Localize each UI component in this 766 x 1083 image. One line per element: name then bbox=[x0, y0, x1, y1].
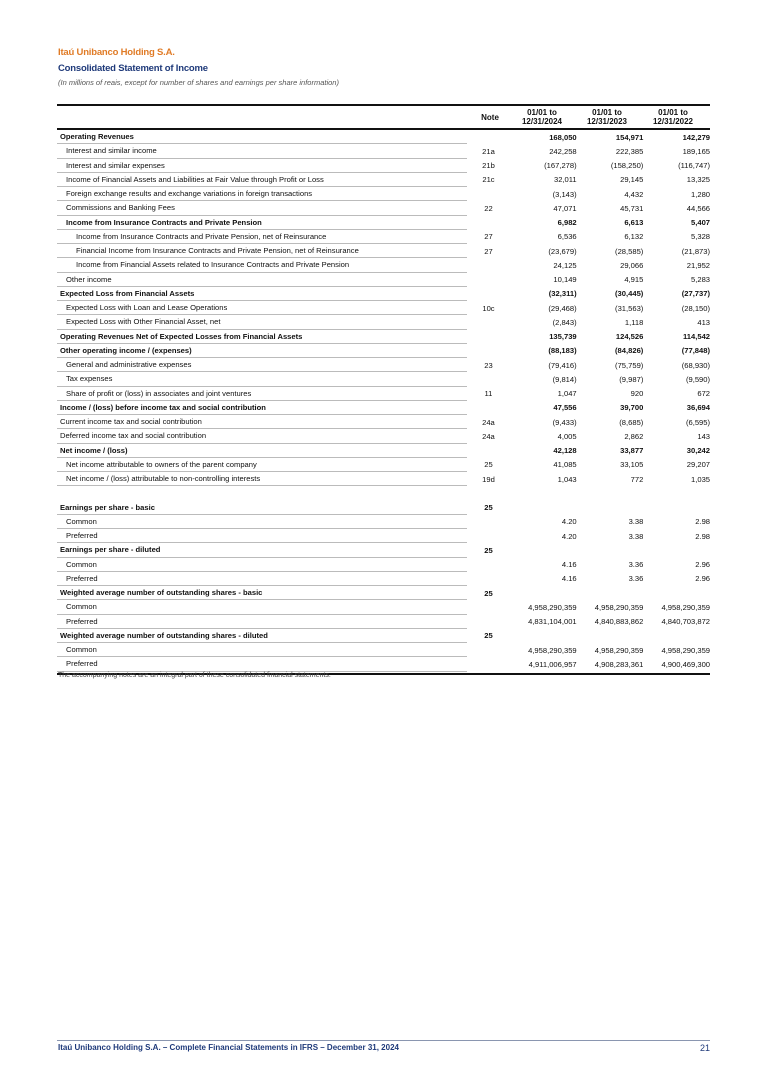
row-label: Financial Income from Insurance Contracts and Private Pension, net of Reinsurance bbox=[57, 244, 467, 258]
table-row bbox=[57, 344, 710, 358]
row-label: Interest and similar expenses bbox=[57, 159, 467, 173]
row-value-2023: (28,585) bbox=[615, 246, 644, 256]
period-header-2024: 01/01 to 12/31/2024 bbox=[521, 107, 563, 126]
row-label: Other income bbox=[57, 273, 467, 287]
table-row bbox=[57, 643, 710, 657]
row-value-2023: 33,877 bbox=[620, 446, 644, 456]
row-value-2022: (21,873) bbox=[681, 246, 711, 256]
row-value-2022: 29,207 bbox=[686, 460, 711, 470]
row-value-2023: 4,915 bbox=[624, 275, 644, 285]
table-row bbox=[57, 216, 710, 230]
row-label: Income / (loss) before income tax and social contribution bbox=[57, 401, 467, 415]
row-label: Operating Revenues bbox=[57, 130, 467, 144]
row-value-2024: (2,843) bbox=[552, 317, 577, 327]
row-value-2023: 3.36 bbox=[628, 560, 644, 570]
row-value-2022: 4,958,290,359 bbox=[661, 645, 711, 655]
row-value-2023: (9,987) bbox=[619, 374, 644, 384]
table-row bbox=[57, 472, 710, 486]
footer-rule bbox=[57, 1040, 710, 1041]
table-row bbox=[57, 629, 710, 643]
row-label bbox=[57, 486, 467, 500]
row-label: Weighted average number of outstanding shares - diluted bbox=[57, 629, 467, 643]
table-row bbox=[57, 529, 710, 543]
row-value-2023: 3.38 bbox=[628, 531, 644, 541]
row-note: 21a bbox=[482, 146, 495, 156]
row-value-2023: (30,445) bbox=[615, 289, 644, 299]
row-label: Operating Revenues Net of Expected Losses from Financial Assets bbox=[57, 330, 467, 344]
row-value-2024: 4,831,104,001 bbox=[528, 617, 577, 627]
row-value-2024: 10,149 bbox=[553, 275, 577, 285]
row-label: Foreign exchange results and exchange variations in foreign transactions bbox=[57, 187, 467, 201]
row-value-2022: 36,694 bbox=[686, 403, 711, 413]
row-value-2023: 1,118 bbox=[624, 317, 644, 327]
row-value-2022: 4,900,469,300 bbox=[661, 659, 711, 669]
row-value-2022: 143 bbox=[697, 431, 711, 441]
row-note: 23 bbox=[484, 360, 493, 370]
row-label: Deferred income tax and social contribution bbox=[57, 429, 467, 443]
row-label: Income from Insurance Contracts and Private Pension, net of Reinsurance bbox=[57, 230, 467, 244]
row-note: 22 bbox=[484, 203, 493, 213]
row-value-2023: 29,066 bbox=[620, 260, 644, 270]
row-value-2024: 1,043 bbox=[557, 474, 577, 484]
row-value-2023: 6,132 bbox=[624, 232, 644, 242]
row-label: Net income / (loss) attributable to non-controlling interests bbox=[57, 472, 467, 486]
row-value-2024: 168,050 bbox=[549, 132, 577, 142]
row-note: 10c bbox=[482, 303, 495, 313]
table-header bbox=[57, 106, 710, 128]
row-label: Share of profit or (loss) in associates and joint ventures bbox=[57, 387, 467, 401]
row-value-2022: (28,150) bbox=[681, 303, 711, 313]
row-value-2023: 6,613 bbox=[624, 218, 644, 228]
row-value-2022: 2.98 bbox=[695, 517, 711, 527]
table-row bbox=[57, 330, 710, 344]
row-label: Common bbox=[57, 515, 467, 529]
row-value-2023: 4,958,290,359 bbox=[594, 645, 644, 655]
row-value-2024: (9,814) bbox=[552, 374, 577, 384]
row-value-2022: 21,952 bbox=[686, 260, 711, 270]
table-row bbox=[57, 315, 710, 329]
row-value-2023: 4,908,283,361 bbox=[594, 659, 644, 669]
row-value-2022: 13,325 bbox=[686, 175, 711, 185]
row-note: 24a bbox=[482, 431, 495, 441]
row-label: Interest and similar income bbox=[57, 144, 467, 158]
row-value-2024: 135,739 bbox=[549, 332, 577, 342]
row-value-2024: (167,278) bbox=[544, 161, 577, 171]
income-statement-table bbox=[57, 104, 710, 675]
row-value-2022: 5,283 bbox=[691, 275, 711, 285]
table-row bbox=[57, 144, 710, 158]
table-row bbox=[57, 657, 710, 671]
row-value-2023: 4,840,883,862 bbox=[594, 617, 644, 627]
row-value-2022: 142,279 bbox=[682, 132, 711, 142]
row-value-2022: 4,840,703,872 bbox=[661, 617, 711, 627]
row-value-2024: 4.20 bbox=[561, 517, 577, 527]
table-row bbox=[57, 543, 710, 557]
row-value-2024: 42,128 bbox=[553, 446, 577, 456]
row-value-2022: 2.98 bbox=[695, 531, 711, 541]
row-value-2022: 1,280 bbox=[691, 189, 711, 199]
row-note: 25 bbox=[484, 545, 493, 555]
row-value-2023: 124,526 bbox=[615, 332, 644, 342]
row-value-2022: (77,848) bbox=[681, 346, 711, 356]
period-header-2022: 01/01 to 12/31/2022 bbox=[652, 107, 694, 126]
footer-text: Itaú Unibanco Holding S.A. – Complete Financial Statements in IFRS – December 31, 2024 bbox=[58, 1043, 399, 1052]
period-header-2023: 01/01 to 12/31/2023 bbox=[586, 107, 628, 126]
table-row bbox=[57, 586, 710, 600]
row-value-2024: 6,982 bbox=[557, 218, 577, 228]
row-value-2024: 242,258 bbox=[549, 146, 577, 156]
table-body bbox=[57, 130, 710, 672]
table-row bbox=[57, 444, 710, 458]
row-value-2024: 32,011 bbox=[553, 175, 577, 185]
row-value-2022: 4,958,290,359 bbox=[661, 602, 711, 612]
row-label: Income from Financial Assets related to Insurance Contracts and Private Pension bbox=[57, 258, 467, 272]
row-label: Commissions and Banking Fees bbox=[57, 201, 467, 215]
table-row bbox=[57, 372, 710, 386]
row-value-2022: 1,035 bbox=[691, 474, 711, 484]
row-value-2023: (84,826) bbox=[615, 346, 644, 356]
row-value-2022: 5,407 bbox=[691, 218, 711, 228]
table-row bbox=[57, 187, 710, 201]
row-label: Preferred bbox=[57, 657, 467, 671]
row-note: 25 bbox=[484, 460, 493, 470]
table-row bbox=[57, 458, 710, 472]
row-label: Preferred bbox=[57, 615, 467, 629]
table-row bbox=[57, 387, 710, 401]
row-label: Tax expenses bbox=[57, 372, 467, 386]
row-value-2023: (31,563) bbox=[615, 303, 644, 313]
statement-title: Consolidated Statement of Income bbox=[58, 63, 208, 74]
row-value-2022: 189,165 bbox=[682, 146, 711, 156]
row-value-2023: 4,432 bbox=[624, 189, 644, 199]
row-value-2024: 4.20 bbox=[561, 531, 577, 541]
row-value-2024: 47,556 bbox=[553, 403, 577, 413]
row-label: Expected Loss with Other Financial Asset, net bbox=[57, 315, 467, 329]
table-row bbox=[57, 415, 710, 429]
page-number: 21 bbox=[699, 1043, 710, 1053]
row-label: Income from Insurance Contracts and Private Pension bbox=[57, 216, 467, 230]
row-note: 25 bbox=[484, 631, 493, 641]
row-value-2022: (68,930) bbox=[681, 360, 711, 370]
statement-subtitle: (In millions of reais, except for number of shares and earnings per share information) bbox=[58, 78, 339, 87]
row-label: Expected Loss from Financial Assets bbox=[57, 287, 467, 301]
row-value-2023: 3.38 bbox=[628, 517, 644, 527]
row-value-2023: 772 bbox=[630, 474, 644, 484]
spacer-row bbox=[57, 486, 710, 500]
table-row bbox=[57, 572, 710, 586]
table-row bbox=[57, 130, 710, 144]
row-note: 19d bbox=[482, 474, 495, 484]
row-label: Current income tax and social contribution bbox=[57, 415, 467, 429]
row-value-2023: (75,759) bbox=[615, 360, 644, 370]
row-value-2024: 4,958,290,359 bbox=[528, 645, 577, 655]
row-label: Preferred bbox=[57, 572, 467, 586]
table-row bbox=[57, 600, 710, 614]
row-value-2024: 4.16 bbox=[561, 574, 577, 584]
table-row bbox=[57, 273, 710, 287]
row-value-2024: (88,183) bbox=[548, 346, 577, 356]
row-value-2022: (9,590) bbox=[685, 374, 711, 384]
row-value-2023: (158,250) bbox=[610, 161, 644, 171]
row-value-2024: 4.16 bbox=[561, 560, 577, 570]
row-label: Net income / (loss) bbox=[57, 444, 467, 458]
table-row bbox=[57, 358, 710, 372]
table-row bbox=[57, 401, 710, 415]
row-note: 25 bbox=[484, 503, 493, 513]
row-label: Common bbox=[57, 643, 467, 657]
row-value-2024: 24,125 bbox=[553, 260, 577, 270]
row-value-2024: 6,536 bbox=[557, 232, 577, 242]
company-name: Itaú Unibanco Holding S.A. bbox=[58, 47, 175, 58]
row-value-2024: (3,143) bbox=[552, 189, 577, 199]
row-note: 24a bbox=[482, 417, 495, 427]
row-note: 21c bbox=[482, 175, 495, 185]
row-note: 25 bbox=[484, 588, 493, 598]
table-row bbox=[57, 287, 710, 301]
row-label: Preferred bbox=[57, 529, 467, 543]
table-row bbox=[57, 230, 710, 244]
row-label: General and administrative expenses bbox=[57, 358, 467, 372]
row-value-2024: 41,085 bbox=[553, 460, 577, 470]
row-value-2023: 920 bbox=[630, 389, 644, 399]
row-value-2022: 2.96 bbox=[695, 560, 711, 570]
row-value-2024: (29,468) bbox=[548, 303, 577, 313]
row-label: Earnings per share - basic bbox=[57, 501, 467, 515]
row-value-2023: 33,105 bbox=[620, 460, 644, 470]
row-value-2023: 2,862 bbox=[624, 431, 644, 441]
table-row bbox=[57, 615, 710, 629]
row-value-2022: 672 bbox=[697, 389, 711, 399]
row-value-2023: (8,685) bbox=[619, 417, 644, 427]
table-row bbox=[57, 159, 710, 173]
row-value-2023: 45,731 bbox=[620, 203, 644, 213]
table-row bbox=[57, 558, 710, 572]
row-value-2022: 413 bbox=[697, 317, 711, 327]
table-row bbox=[57, 429, 710, 443]
row-note: 21b bbox=[482, 161, 495, 171]
table-row bbox=[57, 501, 710, 515]
table-row bbox=[57, 515, 710, 529]
table-row bbox=[57, 301, 710, 315]
row-value-2022: (27,737) bbox=[681, 289, 711, 299]
row-value-2024: 4,911,006,957 bbox=[528, 659, 577, 669]
row-value-2022: 114,542 bbox=[682, 332, 711, 342]
row-note: 27 bbox=[484, 246, 493, 256]
footnote: The accompanying notes are an integral part of these consolidated financial statements. bbox=[58, 672, 331, 679]
row-value-2022: (116,747) bbox=[678, 161, 711, 171]
row-value-2023: 222,385 bbox=[615, 146, 644, 156]
table-row bbox=[57, 173, 710, 187]
table-row bbox=[57, 258, 710, 272]
row-value-2022: 2.96 bbox=[695, 574, 711, 584]
row-label: Net income attributable to owners of the parent company bbox=[57, 458, 467, 472]
row-note: 11 bbox=[484, 389, 493, 399]
row-note: 27 bbox=[484, 232, 493, 242]
row-value-2023: 154,971 bbox=[615, 132, 644, 142]
row-value-2023: 39,700 bbox=[620, 403, 644, 413]
row-label: Earnings per share - diluted bbox=[57, 543, 467, 557]
row-value-2022: 5,328 bbox=[691, 232, 711, 242]
table-row bbox=[57, 201, 710, 215]
row-value-2022: 30,242 bbox=[686, 446, 711, 456]
note-column-header: Note bbox=[481, 112, 499, 122]
row-label: Other operating income / (expenses) bbox=[57, 344, 467, 358]
row-label: Expected Loss with Loan and Lease Operations bbox=[57, 301, 467, 315]
row-value-2024: 4,958,290,359 bbox=[528, 602, 577, 612]
table-row bbox=[57, 244, 710, 258]
row-value-2024: (79,416) bbox=[548, 360, 577, 370]
row-value-2024: 47,071 bbox=[553, 203, 577, 213]
row-value-2023: 4,958,290,359 bbox=[594, 602, 644, 612]
row-value-2024: (9,433) bbox=[552, 417, 577, 427]
row-value-2024: 4,005 bbox=[557, 431, 577, 441]
row-value-2022: 44,566 bbox=[686, 203, 711, 213]
row-label: Common bbox=[57, 600, 467, 614]
row-label: Income of Financial Assets and Liabilities at Fair Value through Profit or Loss bbox=[57, 173, 467, 187]
row-label: Common bbox=[57, 558, 467, 572]
row-value-2023: 3.36 bbox=[628, 574, 644, 584]
row-label: Weighted average number of outstanding shares - basic bbox=[57, 586, 467, 600]
row-value-2024: (32,311) bbox=[548, 289, 577, 299]
row-value-2024: 1,047 bbox=[557, 389, 577, 399]
row-value-2023: 29,145 bbox=[620, 175, 644, 185]
row-value-2024: (23,679) bbox=[548, 246, 577, 256]
row-value-2022: (6,595) bbox=[685, 417, 711, 427]
